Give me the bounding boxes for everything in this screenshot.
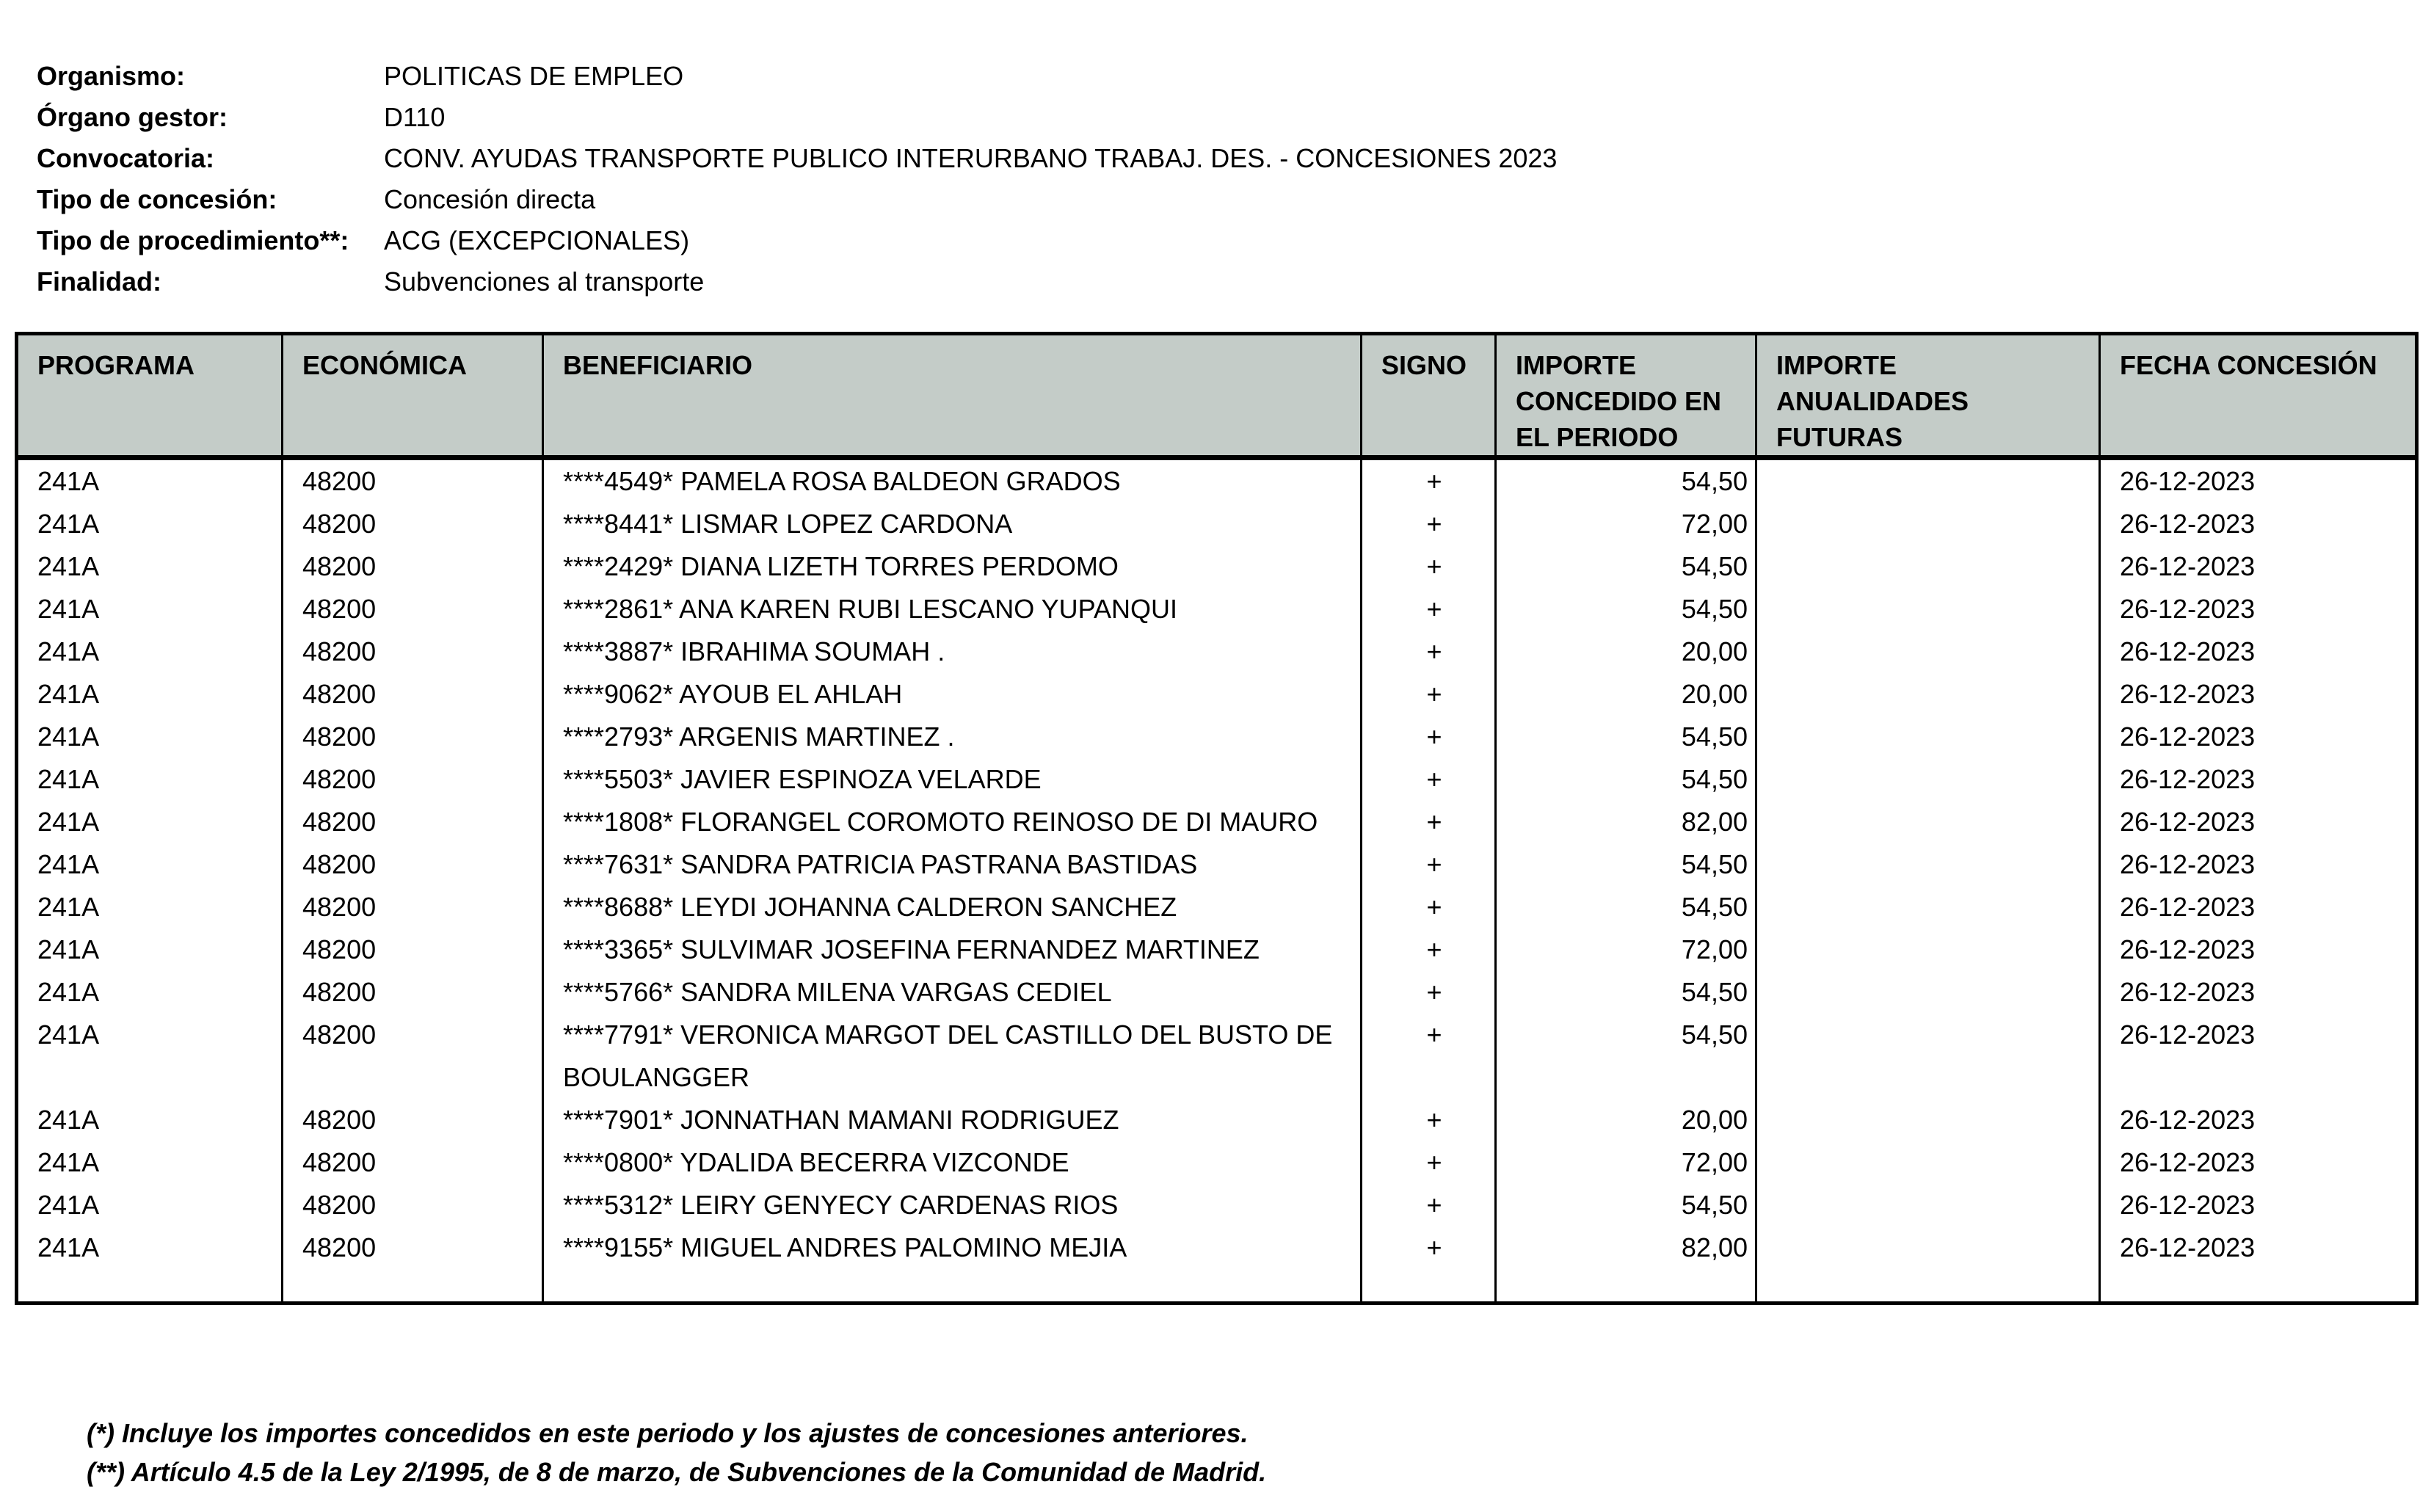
cell-economica: 48200 bbox=[283, 673, 543, 716]
cell-economica: 48200 bbox=[283, 588, 543, 630]
table-row bbox=[17, 588, 2417, 630]
cell-importe-concedido: 54,50 bbox=[1496, 758, 1756, 801]
cell-importe-anualidades bbox=[1756, 928, 2100, 971]
cell-signo: + bbox=[1362, 801, 1496, 843]
cell-importe-concedido: 54,50 bbox=[1496, 458, 1756, 504]
cell-signo: + bbox=[1362, 1141, 1496, 1184]
cell-economica: 48200 bbox=[283, 545, 543, 588]
cell-programa: 241A bbox=[17, 801, 283, 843]
cell-programa: 241A bbox=[17, 716, 283, 758]
meta-field bbox=[37, 220, 1557, 261]
cell-economica: 48200 bbox=[283, 801, 543, 843]
cell-importe-concedido: 54,50 bbox=[1496, 716, 1756, 758]
cell-fecha-concesion: 26-12-2023 bbox=[2100, 971, 2417, 1014]
cell-programa: 241A bbox=[17, 758, 283, 801]
cell-importe-anualidades bbox=[1756, 458, 2100, 504]
cell-beneficiario: ****7791* VERONICA MARGOT DEL CASTILLO DEL BUSTO DE BOULANGGER bbox=[543, 1014, 1362, 1099]
cell-economica: 48200 bbox=[283, 1184, 543, 1226]
meta-field-value: POLITICAS DE EMPLEO bbox=[384, 61, 684, 91]
column-header: ECONÓMICA bbox=[283, 334, 543, 458]
cell-signo: + bbox=[1362, 588, 1496, 630]
cell-fecha-concesion: 26-12-2023 bbox=[2100, 886, 2417, 928]
table-row bbox=[17, 886, 2417, 928]
meta-field-value: Concesión directa bbox=[384, 184, 596, 214]
column-header: BENEFICIARIO bbox=[543, 334, 1362, 458]
meta-field-label: Organismo: bbox=[37, 61, 186, 91]
cell-programa: 241A bbox=[17, 630, 283, 673]
cell-importe-concedido: 54,50 bbox=[1496, 886, 1756, 928]
cell-importe-concedido: 54,50 bbox=[1496, 1184, 1756, 1226]
cell-signo: + bbox=[1362, 1014, 1496, 1099]
cell-importe-concedido: 54,50 bbox=[1496, 545, 1756, 588]
meta-field-value: ACG (EXCEPCIONALES) bbox=[384, 225, 690, 255]
cell-signo: + bbox=[1362, 971, 1496, 1014]
cell-importe-concedido: 72,00 bbox=[1496, 1141, 1756, 1184]
grants-table bbox=[15, 332, 2419, 1305]
cell-programa: 241A bbox=[17, 458, 283, 504]
cell-importe-concedido: 54,50 bbox=[1496, 1014, 1756, 1099]
footnote: (**) Artículo 4.5 de la Ley 2/1995, de 8 de marzo, de Subvenciones de la Comunidad de Madrid. bbox=[87, 1457, 1267, 1487]
cell-importe-concedido: 54,50 bbox=[1496, 588, 1756, 630]
meta-field-value: D110 bbox=[384, 102, 446, 132]
table-row bbox=[17, 545, 2417, 588]
cell-beneficiario: ****3887* IBRAHIMA SOUMAH . bbox=[543, 630, 1362, 673]
cell-importe-anualidades bbox=[1756, 503, 2100, 545]
cell-programa: 241A bbox=[17, 928, 283, 971]
cell-programa: 241A bbox=[17, 503, 283, 545]
cell-economica: 48200 bbox=[283, 1014, 543, 1099]
cell-programa: 241A bbox=[17, 545, 283, 588]
cell-importe-anualidades bbox=[1756, 1141, 2100, 1184]
meta-field-label: Convocatoria: bbox=[37, 143, 215, 173]
cell-fecha-concesion: 26-12-2023 bbox=[2100, 545, 2417, 588]
column-header: SIGNO bbox=[1362, 334, 1496, 458]
cell-importe-concedido: 20,00 bbox=[1496, 1099, 1756, 1141]
cell-fecha-concesion: 26-12-2023 bbox=[2100, 588, 2417, 630]
meta-field bbox=[37, 138, 1557, 179]
table-row bbox=[17, 673, 2417, 716]
cell-importe-anualidades bbox=[1756, 716, 2100, 758]
cell-programa: 241A bbox=[17, 843, 283, 886]
cell-importe-anualidades bbox=[1756, 758, 2100, 801]
cell-signo: + bbox=[1362, 886, 1496, 928]
meta-field-value: CONV. AYUDAS TRANSPORTE PUBLICO INTERURBANO TRABAJ. DES. - CONCESIONES 2023 bbox=[384, 143, 1558, 173]
cell-importe-anualidades bbox=[1756, 843, 2100, 886]
meta-field-label: Órgano gestor: bbox=[37, 102, 228, 132]
table-row bbox=[17, 971, 2417, 1014]
table-row bbox=[17, 1014, 2417, 1099]
cell-fecha-concesion: 26-12-2023 bbox=[2100, 716, 2417, 758]
table-row bbox=[17, 1184, 2417, 1226]
meta-field-label: Tipo de procedimiento**: bbox=[37, 225, 349, 255]
cell-economica: 48200 bbox=[283, 1141, 543, 1184]
document-meta bbox=[37, 56, 1557, 302]
cell-importe-anualidades bbox=[1756, 1099, 2100, 1141]
table-row bbox=[17, 1141, 2417, 1184]
cell-fecha-concesion: 26-12-2023 bbox=[2100, 928, 2417, 971]
cell-beneficiario: ****9155* MIGUEL ANDRES PALOMINO MEJIA bbox=[543, 1226, 1362, 1304]
cell-fecha-concesion: 26-12-2023 bbox=[2100, 1014, 2417, 1099]
column-header: IMPORTE ANUALIDADES FUTURAS bbox=[1756, 334, 2100, 458]
footnotes bbox=[87, 1414, 1266, 1491]
cell-fecha-concesion: 26-12-2023 bbox=[2100, 503, 2417, 545]
cell-signo: + bbox=[1362, 545, 1496, 588]
cell-signo: + bbox=[1362, 1226, 1496, 1304]
cell-signo: + bbox=[1362, 928, 1496, 971]
cell-programa: 241A bbox=[17, 886, 283, 928]
column-header: PROGRAMA bbox=[17, 334, 283, 458]
cell-signo: + bbox=[1362, 630, 1496, 673]
cell-importe-anualidades bbox=[1756, 1226, 2100, 1304]
cell-beneficiario: ****2429* DIANA LIZETH TORRES PERDOMO bbox=[543, 545, 1362, 588]
cell-economica: 48200 bbox=[283, 843, 543, 886]
column-header: IMPORTE CONCEDIDO EN EL PERIODO bbox=[1496, 334, 1756, 458]
cell-economica: 48200 bbox=[283, 503, 543, 545]
cell-programa: 241A bbox=[17, 673, 283, 716]
cell-beneficiario: ****1808* FLORANGEL COROMOTO REINOSO DE DI MAURO bbox=[543, 801, 1362, 843]
cell-importe-anualidades bbox=[1756, 545, 2100, 588]
cell-importe-concedido: 54,50 bbox=[1496, 843, 1756, 886]
table-row bbox=[17, 503, 2417, 545]
cell-signo: + bbox=[1362, 503, 1496, 545]
table-row bbox=[17, 630, 2417, 673]
cell-beneficiario: ****8688* LEYDI JOHANNA CALDERON SANCHEZ bbox=[543, 886, 1362, 928]
cell-fecha-concesion: 26-12-2023 bbox=[2100, 843, 2417, 886]
cell-economica: 48200 bbox=[283, 1099, 543, 1141]
cell-economica: 48200 bbox=[283, 716, 543, 758]
cell-programa: 241A bbox=[17, 1014, 283, 1099]
cell-signo: + bbox=[1362, 1184, 1496, 1226]
cell-economica: 48200 bbox=[283, 971, 543, 1014]
cell-beneficiario: ****2793* ARGENIS MARTINEZ . bbox=[543, 716, 1362, 758]
cell-beneficiario: ****9062* AYOUB EL AHLAH bbox=[543, 673, 1362, 716]
cell-importe-anualidades bbox=[1756, 971, 2100, 1014]
cell-programa: 241A bbox=[17, 1184, 283, 1226]
cell-economica: 48200 bbox=[283, 886, 543, 928]
cell-importe-concedido: 72,00 bbox=[1496, 928, 1756, 971]
table-row bbox=[17, 458, 2417, 504]
cell-importe-concedido: 82,00 bbox=[1496, 801, 1756, 843]
cell-importe-concedido: 20,00 bbox=[1496, 673, 1756, 716]
cell-importe-concedido: 82,00 bbox=[1496, 1226, 1756, 1304]
cell-importe-anualidades bbox=[1756, 630, 2100, 673]
cell-programa: 241A bbox=[17, 588, 283, 630]
cell-beneficiario: ****8441* LISMAR LOPEZ CARDONA bbox=[543, 503, 1362, 545]
table-row bbox=[17, 1226, 2417, 1304]
table-row bbox=[17, 758, 2417, 801]
cell-fecha-concesion: 26-12-2023 bbox=[2100, 801, 2417, 843]
cell-beneficiario: ****0800* YDALIDA BECERRA VIZCONDE bbox=[543, 1141, 1362, 1184]
cell-importe-anualidades bbox=[1756, 588, 2100, 630]
grants-table-body bbox=[17, 458, 2417, 1304]
cell-signo: + bbox=[1362, 458, 1496, 504]
table-row bbox=[17, 716, 2417, 758]
cell-fecha-concesion: 26-12-2023 bbox=[2100, 673, 2417, 716]
cell-signo: + bbox=[1362, 843, 1496, 886]
meta-field bbox=[37, 179, 1557, 220]
cell-programa: 241A bbox=[17, 1099, 283, 1141]
cell-fecha-concesion: 26-12-2023 bbox=[2100, 630, 2417, 673]
cell-beneficiario: ****7631* SANDRA PATRICIA PASTRANA BASTIDAS bbox=[543, 843, 1362, 886]
cell-importe-anualidades bbox=[1756, 1014, 2100, 1099]
cell-signo: + bbox=[1362, 716, 1496, 758]
cell-programa: 241A bbox=[17, 1226, 283, 1304]
cell-importe-anualidades bbox=[1756, 673, 2100, 716]
cell-economica: 48200 bbox=[283, 928, 543, 971]
meta-field bbox=[37, 56, 1557, 97]
cell-economica: 48200 bbox=[283, 630, 543, 673]
meta-field-label: Finalidad: bbox=[37, 266, 161, 297]
cell-importe-anualidades bbox=[1756, 801, 2100, 843]
table-row bbox=[17, 801, 2417, 843]
cell-fecha-concesion: 26-12-2023 bbox=[2100, 1141, 2417, 1184]
table-row bbox=[17, 928, 2417, 971]
cell-beneficiario: ****5503* JAVIER ESPINOZA VELARDE bbox=[543, 758, 1362, 801]
cell-fecha-concesion: 26-12-2023 bbox=[2100, 458, 2417, 504]
cell-importe-concedido: 72,00 bbox=[1496, 503, 1756, 545]
cell-beneficiario: ****5766* SANDRA MILENA VARGAS CEDIEL bbox=[543, 971, 1362, 1014]
footnote: (*) Incluye los importes concedidos en este periodo y los ajustes de concesiones anteriores. bbox=[87, 1418, 1249, 1448]
header-row bbox=[17, 334, 2417, 458]
cell-importe-concedido: 54,50 bbox=[1496, 971, 1756, 1014]
grants-table-header bbox=[17, 334, 2417, 458]
cell-importe-anualidades bbox=[1756, 1184, 2100, 1226]
cell-signo: + bbox=[1362, 1099, 1496, 1141]
cell-signo: + bbox=[1362, 758, 1496, 801]
table-row bbox=[17, 843, 2417, 886]
cell-importe-anualidades bbox=[1756, 886, 2100, 928]
cell-programa: 241A bbox=[17, 1141, 283, 1184]
meta-field bbox=[37, 261, 1557, 302]
table-row bbox=[17, 1099, 2417, 1141]
cell-importe-concedido: 20,00 bbox=[1496, 630, 1756, 673]
cell-signo: + bbox=[1362, 673, 1496, 716]
meta-field-label: Tipo de concesión: bbox=[37, 184, 277, 214]
cell-beneficiario: ****7901* JONNATHAN MAMANI RODRIGUEZ bbox=[543, 1099, 1362, 1141]
cell-economica: 48200 bbox=[283, 758, 543, 801]
cell-beneficiario: ****4549* PAMELA ROSA BALDEON GRADOS bbox=[543, 458, 1362, 504]
cell-fecha-concesion: 26-12-2023 bbox=[2100, 758, 2417, 801]
cell-fecha-concesion: 26-12-2023 bbox=[2100, 1226, 2417, 1304]
cell-fecha-concesion: 26-12-2023 bbox=[2100, 1099, 2417, 1141]
cell-beneficiario: ****3365* SULVIMAR JOSEFINA FERNANDEZ MARTINEZ bbox=[543, 928, 1362, 971]
cell-beneficiario: ****2861* ANA KAREN RUBI LESCANO YUPANQUI bbox=[543, 588, 1362, 630]
cell-fecha-concesion: 26-12-2023 bbox=[2100, 1184, 2417, 1226]
meta-field-value: Subvenciones al transporte bbox=[384, 266, 705, 297]
cell-beneficiario: ****5312* LEIRY GENYECY CARDENAS RIOS bbox=[543, 1184, 1362, 1226]
column-header: FECHA CONCESIÓN bbox=[2100, 334, 2417, 458]
cell-economica: 48200 bbox=[283, 458, 543, 504]
cell-economica: 48200 bbox=[283, 1226, 543, 1304]
cell-programa: 241A bbox=[17, 971, 283, 1014]
meta-field bbox=[37, 97, 1557, 138]
